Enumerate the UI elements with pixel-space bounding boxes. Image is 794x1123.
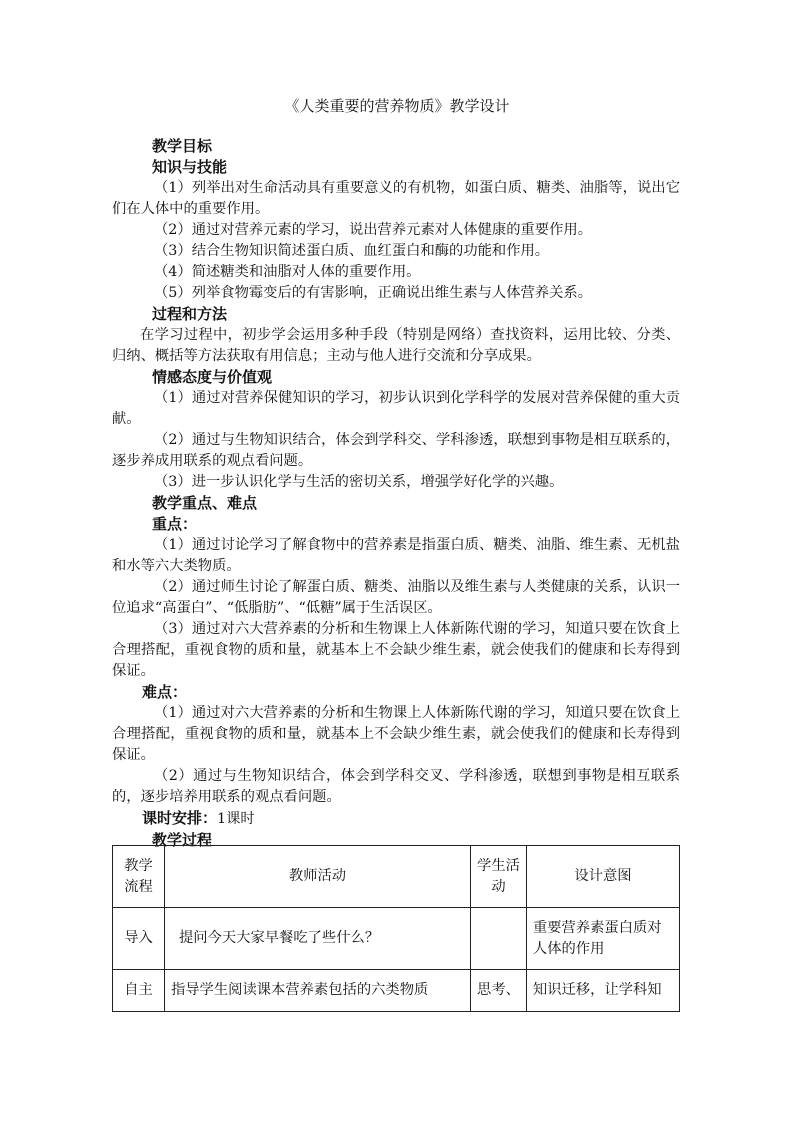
cell-student-activity [471, 908, 527, 970]
heading-nandian: 难点： [142, 683, 188, 701]
heading-knowledge-skills: 知识与技能 [152, 158, 228, 176]
table-header-row [113, 846, 680, 908]
schedule-label: 课时安排： [142, 809, 218, 827]
heading-teaching-process: 教学过程 [152, 831, 213, 849]
document-title: 《人类重要的营养物质》教学设计 [284, 97, 510, 115]
document-body [112, 136, 680, 851]
schedule-value: 1课时 [217, 811, 255, 827]
knowledge-item-3: （3）结合生物知识简述蛋白质、血红蛋白和酶的功能和作用。 [154, 243, 550, 259]
knowledge-item-4: （4）简述糖类和油脂对人体的重要作用。 [154, 264, 421, 280]
emotion-item-2: （2）通过与生物知识结合，体会到学科交、学科渗透，联想到事物是相互联系的，逐步养成用联系的观点看问题。 [112, 432, 680, 469]
knowledge-item-5: （5）列举食物霉变后的有害影响，正确说出维生素与人体营养关系。 [154, 285, 592, 301]
cell-teacher-activity: 指导学生阅读课本营养素包括的六类物质 [164, 970, 470, 1012]
cell-teacher-activity: 提问今天大家早餐吃了些什么？ [164, 908, 470, 970]
cell-student-activity: 思考、 [471, 970, 527, 1012]
key-point-2: （2）通过师生讨论了解蛋白质、糖类、油脂以及维生素与人类健康的关系，认识一位追求“高蛋白”、“低脂肪”、“低糖”属于生活误区。 [112, 579, 680, 616]
heading-zhongdian: 重点： [152, 515, 198, 533]
cell-flow: 自主 [113, 970, 165, 1012]
heading-emotion-values: 情感态度与价值观 [152, 368, 273, 386]
header-design-intent: 设计意图 [526, 846, 679, 908]
key-point-3: （3）通过对六大营养素的分析和生物课上人体新陈代谢的学习，知道只要在饮食上合理搭配，重视食物的质和量，就基本上不会缺少维生素，就会使我们的健康和长寿得到保证。 [112, 621, 680, 679]
heading-key-points: 教学重点、难点 [152, 494, 258, 512]
knowledge-item-2: （2）通过对营养元素的学习，说出营养元素对人体健康的重要作用。 [154, 222, 592, 238]
cell-design-intent: 重要营养素蛋白质对人体的作用 [526, 908, 679, 970]
emotion-item-1: （1）通过对营养保健知识的学习，初步认识到化学科学的发展对营养保健的重大贡献。 [112, 390, 680, 427]
header-student-activity: 学生活动 [471, 846, 527, 908]
header-teacher-activity: 教师活动 [164, 846, 470, 908]
knowledge-item-1: （1）列举出对生命活动具有重要意义的有机物，如蛋白质、糖类、油脂等，说出它们在人体中的重要作用。 [112, 180, 680, 217]
key-point-1: （1）通过讨论学习了解食物中的营养素是指蛋白质、糖类、油脂、维生素、无机盐和水等六大类物质。 [112, 537, 680, 574]
difficult-point-2: （2）通过与生物知识结合，体会到学科交叉、学科渗透，联想到事物是相互联系的，逐步培养用联系的观点看问题。 [112, 768, 680, 805]
process-text: 在学习过程中，初步学会运用多种手段（特别是网络）查找资料，运用比较、分类、归纳、概括等方法获取有用信息；主动与他人进行交流和分享成果。 [112, 327, 680, 364]
schedule-line [112, 808, 680, 830]
table-row [113, 970, 680, 1012]
heading-teaching-goals: 教学目标 [152, 137, 213, 155]
cell-flow: 导入 [113, 908, 165, 970]
cell-design-intent: 知识迁移，让学科知 [526, 970, 679, 1012]
teaching-process-table [112, 845, 680, 1012]
header-flow: 教学流程 [113, 846, 165, 908]
table-row [113, 908, 680, 970]
heading-process-methods: 过程和方法 [152, 305, 228, 323]
emotion-item-3: （3）进一步认识化学与生活的密切关系，增强学好化学的兴趣。 [154, 474, 564, 490]
difficult-point-1: （1）通过对六大营养素的分析和生物课上人体新陈代谢的学习，知道只要在饮食上合理搭配，重视食物的质和量，就基本上不会缺少维生素，就会使我们的健康和长寿得到保证。 [112, 705, 680, 763]
